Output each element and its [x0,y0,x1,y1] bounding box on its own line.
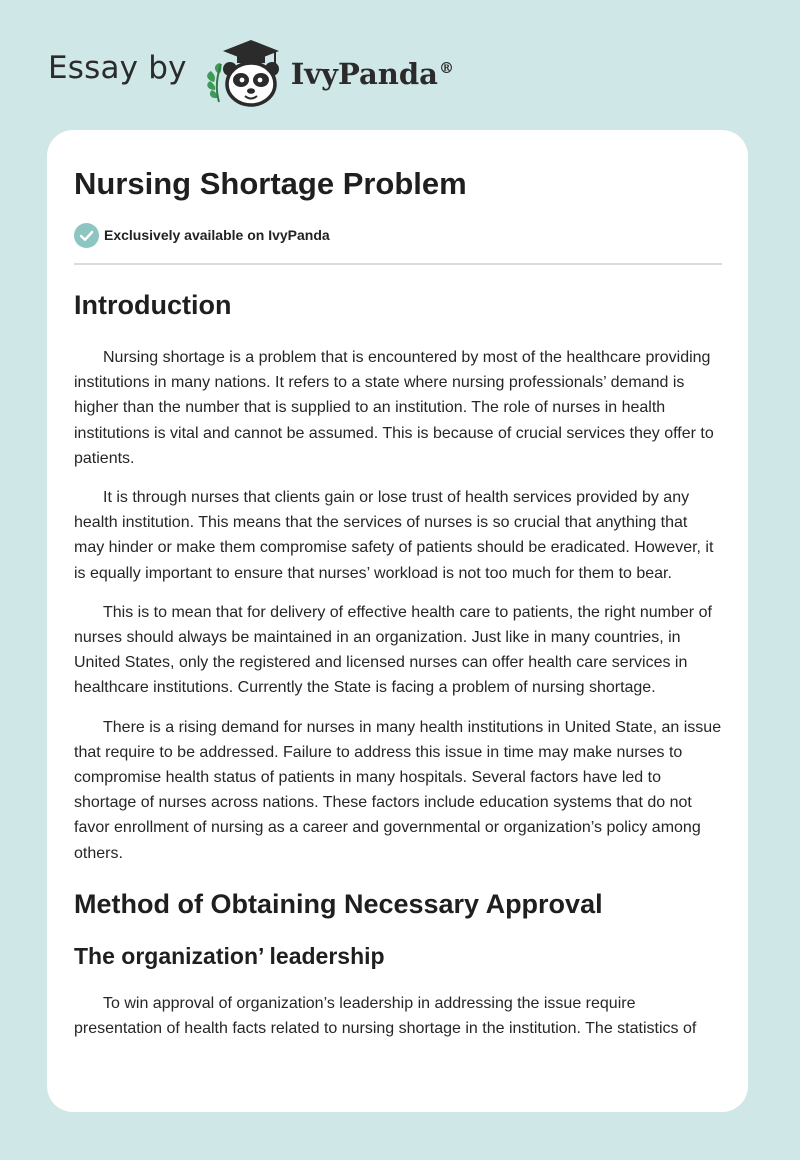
subsection-heading: The organization’ leadership [74,942,385,969]
exclusive-badge-text: Exclusively available on IvyPanda [104,227,330,243]
brand-header [48,36,454,108]
section-method [74,887,722,1041]
brand-name-text: IvyPanda [290,57,438,91]
essay-card [47,130,748,1112]
title-divider [74,263,722,265]
paragraph: Nursing shortage is a problem that is encountered by most of the healthcare providing institutions in many nations. It refers to a state where nursing professionals’ demand is higher than the number that is supplied to an institution. The role of nurses in health institutions is vital and cannot be assumed. This is because of crucial services they offer to patients. [74,349,714,467]
panda-logo-icon[interactable] [201,36,287,108]
registered-mark: ® [438,59,454,78]
paragraph: There is a rising demand for nurses in many health institutions in United State, an issue that require to be addressed. Failure to address this issue in time may make nurses to compromise health status of patients in many hospitals. Several factors have led to shortage of nurses across nations. These factors include education systems that do not favor enrollment of nursing as a career and governmental or organization’s policy among others. [74,718,722,862]
paragraph: To win approval of organization’s leadership in addressing the issue require presentation of health facts related to nursing shortage in the institution. The statistics of [74,994,697,1038]
essay-title: Nursing Shortage Problem [74,166,467,201]
exclusive-badge [74,222,722,248]
brand-name[interactable] [291,57,454,91]
check-circle-icon [74,223,99,248]
paragraph: It is through nurses that clients gain or lose trust of health services provided by any health institution. This means that the services of nurses is so crucial that anything that may hinder or make them compromise safety of patients should be eradicated. However, it is equally important to ensure that nurses’ workload is not too much for them to bear. [74,489,714,582]
section-introduction [74,288,722,866]
paragraph: This is to mean that for delivery of effective health care to patients, the right number of nurses should always be maintained in an organization. Just like in many countries, in United States, only the registered and licensed nurses can offer health care services in healthcare institutions. Currently the State is facing a problem of nursing shortage. [74,603,712,697]
brand-prefix: Essay by [48,50,187,86]
section-heading: Method of Obtaining Necessary Approval [74,888,603,919]
essay-content [47,130,748,1041]
section-heading: Introduction [74,290,232,320]
